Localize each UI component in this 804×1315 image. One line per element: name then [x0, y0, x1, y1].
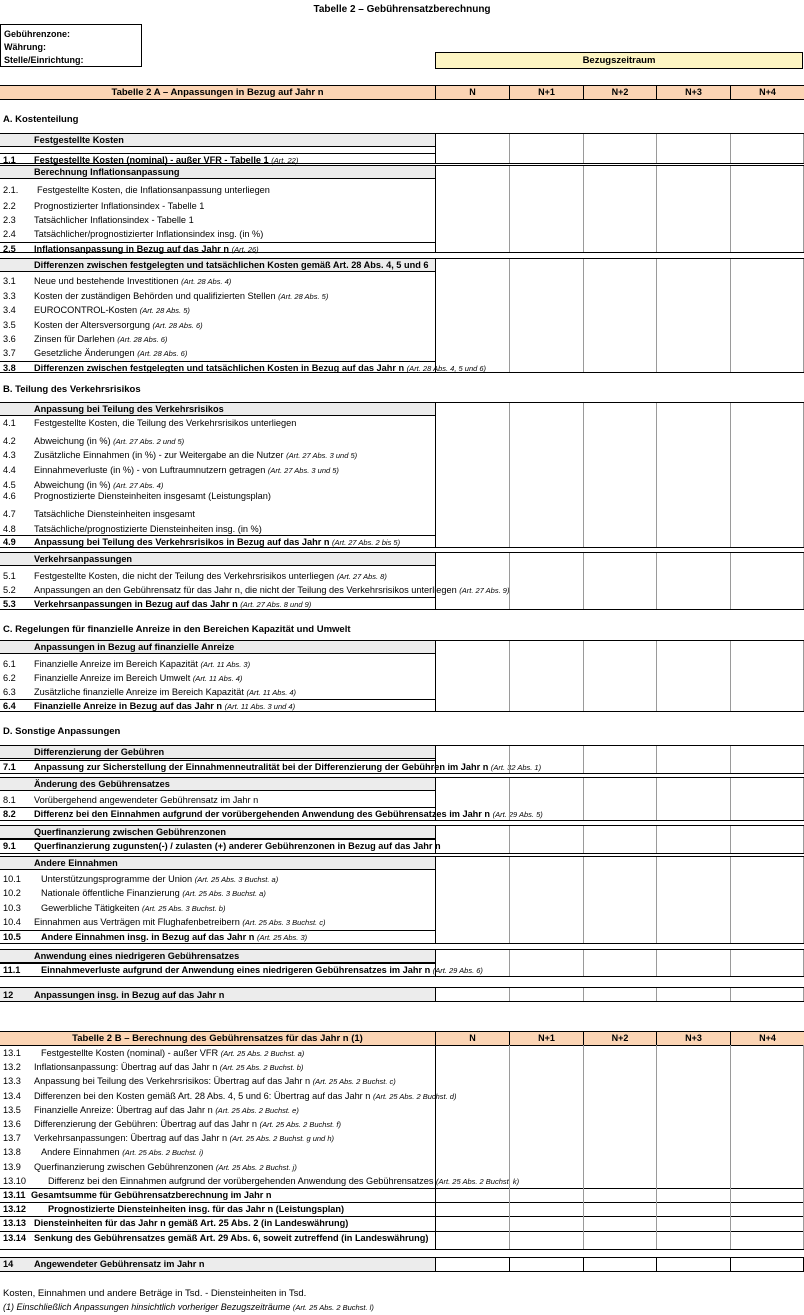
- row-label: Prognostizierte Diensteinheiten insgesamt (Leistungsplan): [34, 491, 271, 501]
- row-legal-reference: (Art. 25 Abs. 3 Buchst. a): [182, 889, 266, 898]
- row-number: 13.3: [3, 1076, 21, 1086]
- table-block: Andere Einnahmen 10.1 Unterstützungsprogramme der Union (Art. 25 Abs. 3 Buchst. a) 10.2 Nationale öffentliche Finanzierung (Art. 25 Abs. 3 Buchst. a) 10.3 Gewerbliche Tätigkeiten (Art. 25 Abs. 3 Buchst. b) 10.4 Einnahmen aus Verträgen mit Flughafenbetreibern (Art. 25 Abs. 3 Buchst. c) 10.5 Andere Einnahmen insg. in Bezug auf das Jahr n (Art. 25 Abs. 3): [0, 856, 804, 944]
- row-label: Anpassung bei Teilung des Verkehrsrisikos in Bezug auf das Jahr n (Art. 27 Abs. 2 bis 5): [34, 537, 401, 547]
- row-number: 7.1: [3, 762, 16, 772]
- row-label: Differenzen zwischen festgelegten und tatsächlichen Kosten in Bezug auf das Jahr n (Art. 28 Abs. 4, 5 und 6): [34, 363, 487, 373]
- row-number: 13.5: [3, 1105, 21, 1115]
- table-2b-title: Tabelle 2 B – Berechnung des Gebührensatzes für das Jahr n (1): [72, 1033, 363, 1044]
- row-number: 4.7: [3, 509, 16, 519]
- row-label: Differenz bei den Einnahmen aufgrund der vorübergehenden Anwendung des Gebührensatzes (Art. 25 Abs. 2 Buchst. k): [48, 1176, 520, 1186]
- row-label: Finanzielle Anreize im Bereich Kapazität (Art. 11 Abs. 3): [34, 659, 251, 669]
- row-legal-reference: (Art. 29 Abs. 5): [492, 810, 543, 819]
- row-legal-reference: (Art. 11 Abs. 3): [200, 660, 251, 669]
- row-number: 11.1: [3, 965, 21, 975]
- row-legal-reference: (Art. 27 Abs. 3 und 5): [286, 451, 358, 460]
- row-number: 5.3: [3, 599, 16, 609]
- table-block: Berechnung Inflationsanpassung 2.1. Festgestellte Kosten, die Inflationsanpassung unterliegen 2.2 Prognostizierter Inflationsindex - Tabelle 1 2.3 Tatsächlicher Inflationsindex - Tabelle 1 2.4 Tatsächlicher/prognostizierter Inflationsindex insg. (in %) 2.5 Inflationsanpassung in Bezug auf das Jahr n (Art. 26): [0, 165, 804, 253]
- row-number: 3.3: [3, 291, 16, 301]
- section-d-title: D. Sonstige Anpassungen: [3, 726, 121, 737]
- row-number: 10.4: [3, 917, 21, 927]
- table-2b-body: [0, 1045, 804, 1250]
- row-number: 6.2: [3, 673, 16, 683]
- row-label: Abweichung (in %) (Art. 27 Abs. 4): [34, 480, 164, 490]
- row-legal-reference: (Art. 27 Abs. 2 und 5): [113, 437, 185, 446]
- row-label: Gesamtsumme für Gebührensatzberechnung im Jahr n: [31, 1190, 272, 1200]
- row-number: 12: [3, 990, 14, 1000]
- row-legal-reference: (Art. 25 Abs. 3 Buchst. b): [141, 904, 226, 913]
- reference-period-header: Bezugszeitraum: [435, 52, 803, 69]
- row-number: 6.3: [3, 687, 16, 697]
- table-2a-year-1: N+1: [509, 86, 583, 99]
- row-label: Zusätzliche finanzielle Anreize im Bereich Kapazität (Art. 11 Abs. 4): [34, 687, 297, 697]
- row-legal-reference: (Art. 27 Abs. 8 und 9): [240, 600, 312, 609]
- table-2a-year-3: N+3: [656, 86, 730, 99]
- table-block: Anpassungen in Bezug auf finanzielle Anreize 6.1 Finanzielle Anreize im Bereich Kapazität (Art. 11 Abs. 3) 6.2 Finanzielle Anreize im Bereich Umwelt (Art. 11 Abs. 4) 6.3 Zusätzliche finanzielle Anreize im Bereich Kapazität (Art. 11 Abs. 4) 6.4 Finanzielle Anreize in Bezug auf das Jahr n (Art. 11 Abs. 3 und 4): [0, 640, 804, 712]
- row-number: 4.6: [3, 491, 16, 501]
- row-label: Festgestellte Kosten (nominal) - außer VFR (Art. 25 Abs. 2 Buchst. a): [41, 1048, 305, 1058]
- row-legal-reference: (Art. 29 Abs. 6): [432, 966, 483, 975]
- row-number: 4.1: [3, 418, 16, 428]
- row-14-block: 14 Angewendeter Gebührensatz im Jahr n: [0, 1257, 804, 1272]
- row-number: 8.2: [3, 809, 16, 819]
- table-block: Querfinanzierung zwischen Gebührenzonen 9.1 Querfinanzierung zugunsten(-) / zulasten (+) anderer Gebührenzonen in Bezug auf das Jahr n: [0, 825, 804, 854]
- entity-label: Stelle/Einrichtung:: [4, 55, 84, 65]
- row-label: Differenzierung der Gebühren: Übertrag auf das Jahr n (Art. 25 Abs. 2 Buchst. f): [34, 1119, 341, 1129]
- row-label: Einnahmen aus Verträgen mit Flughafenbetreibern (Art. 25 Abs. 3 Buchst. c): [34, 917, 326, 927]
- table-2b-year-1: N+1: [509, 1032, 583, 1045]
- row-label: Inflationsanpassung: Übertrag auf das Jahr n (Art. 25 Abs. 2 Buchst. b): [34, 1062, 304, 1072]
- row-legal-reference: (Art. 27 Abs. 4): [113, 481, 164, 490]
- table-block: [0, 987, 804, 1002]
- section-c-title: C. Regelungen für finanzielle Anreize in den Bereichen Kapazität und Umwelt: [3, 624, 351, 635]
- row-number: 4.4: [3, 465, 16, 475]
- row-legal-reference: (Art. 22): [271, 156, 299, 165]
- row-number: 13.1: [3, 1048, 21, 1058]
- table-2b-year-2: N+2: [583, 1032, 656, 1045]
- row-label: Finanzielle Anreize im Bereich Umwelt (Art. 11 Abs. 4): [34, 673, 243, 683]
- page-title: Tabelle 2 – Gebührensatzberechnung: [313, 4, 491, 15]
- row-label: Anpassungen an den Gebührensatz für das Jahr n, die nicht der Teilung des Verkehrsrisikos unterliegen (Art. 27 Abs. 9): [34, 585, 510, 595]
- row-number: 9.1: [3, 841, 16, 851]
- row-legal-reference: (Art. 28 Abs. 4): [181, 277, 232, 286]
- row-label: Differenz bei den Einnahmen aufgrund der vorübergehenden Anwendung des Gebührensatzes im Jahr n (Art. 29 Abs. 5): [34, 809, 543, 819]
- row-label: Finanzielle Anreize: Übertrag auf das Jahr n (Art. 25 Abs. 2 Buchst. e): [34, 1105, 299, 1115]
- table-block: Anpassung bei Teilung des Verkehrsrisikos 4.1 Festgestellte Kosten, die Teilung des Verkehrsrisikos unterliegen 4.2 Abweichung (in %) (Art. 27 Abs. 2 und 5) 4.3 Zusätzliche Einnahmen (in %) - zur Weitergabe an die Nutzer (Art. 27 Abs. 3 und 5) 4.4 Einnahmeverluste (in %) - von Luftraumnutzern getragen (Art. 27 Abs. 3 und 5) 4.5 Abweichung (in %) (Art. 27 Abs. 4) 4.6 Prognostizierte Diensteinheiten insgesamt (Leistungsplan) 4.7 Tatsächliche Diensteinheiten insgesamt 4.8 Tatsächliche/prognostizierte Diensteinheiten insg. (in %) 4.9 Anpassung bei Teilung des Verkehrsrisikos in Bezug auf das Jahr n (Art. 27 Abs. 2 bis 5): [0, 402, 804, 548]
- row-label: Gewerbliche Tätigkeiten (Art. 25 Abs. 3 Buchst. b): [41, 903, 226, 913]
- table-2a-year-4: N+4: [730, 86, 804, 99]
- table-block: Änderung des Gebührensatzes 8.1 Vorübergehend angewendeter Gebührensatz im Jahr n 8.2 Differenz bei den Einnahmen aufgrund der vorübergehenden Anwendung des Gebührensatzes im Jahr n (Art. 29 Abs. 5): [0, 777, 804, 821]
- row-label: Anpassungen insg. in Bezug auf das Jahr n: [34, 990, 225, 1000]
- row-number: 13.12: [3, 1204, 26, 1214]
- row-number: 5.2: [3, 585, 16, 595]
- table-2a-title: Tabelle 2 A – Anpassungen in Bezug auf Jahr n: [111, 87, 324, 98]
- row-legal-reference: (Art. 25 Abs. 2 Buchst. d): [372, 1092, 457, 1101]
- row-legal-reference: (Art. 25 Abs. 3): [256, 933, 308, 942]
- row-number: 4.2: [3, 436, 16, 446]
- row-number: 3.8: [3, 363, 16, 373]
- row-legal-reference: (Art. 25 Abs. 2 Buchst. g und h): [229, 1134, 334, 1143]
- row-legal-reference: (Art. 25 Abs. 2 Buchst. e): [215, 1106, 299, 1115]
- row-legal-reference: (Art. 25 Abs. 2 Buchst. c): [312, 1077, 396, 1086]
- table-block: Festgestellte Kosten 1.1 Festgestellte Kosten (nominal) - außer VFR - Tabelle 1 (Art. 22): [0, 133, 804, 164]
- row-number: 6.4: [3, 701, 16, 711]
- row-number: 13.2: [3, 1062, 21, 1072]
- row-legal-reference: (Art. 27 Abs. 2 bis 5): [332, 538, 401, 547]
- table-2b-header: [0, 1031, 804, 1046]
- row-legal-reference: (Art. 25 Abs. 2 Buchst. f): [259, 1120, 341, 1129]
- row-label: Anpassung bei Teilung des Verkehrsrisikos: Übertrag auf das Jahr n (Art. 25 Abs. 2 Buchst. c): [34, 1076, 396, 1086]
- row-label: Einnahmeverluste (in %) - von Luftraumnutzern getragen (Art. 27 Abs. 3 und 5): [34, 465, 339, 475]
- row-label: Andere Einnahmen (Art. 25 Abs. 2 Buchst. i): [41, 1147, 204, 1157]
- row-label: Anpassung zur Sicherstellung der Einnahmenneutralität bei der Differenzierung der Gebühren im Jahr n (Art. 32 Abs. 1): [34, 762, 542, 772]
- row-number: 1.1: [3, 155, 16, 165]
- row-label: Unterstützungsprogramme der Union (Art. 25 Abs. 3 Buchst. a): [41, 874, 279, 884]
- row-number: 3.6: [3, 334, 16, 344]
- table-block: Verkehrsanpassungen 5.1 Festgestellte Kosten, die nicht der Teilung des Verkehrsrisikos unterliegen (Art. 27 Abs. 8) 5.2 Anpassungen an den Gebührensatz für das Jahr n, die nicht der Teilung des Verkehrsrisikos unterliegen (Art. 27 Abs. 9) 5.3 Verkehrsanpassungen in Bezug auf das Jahr n (Art. 27 Abs. 8 und 9): [0, 552, 804, 610]
- row-label: Festgestellte Kosten, die Teilung des Verkehrsrisikos unterliegen: [34, 418, 297, 428]
- row-number: 13.9: [3, 1162, 21, 1172]
- row-number: 13.14: [3, 1233, 26, 1243]
- row-number: 13.6: [3, 1119, 21, 1129]
- table-2a-year-0: N: [435, 86, 509, 99]
- row-number: 13.10: [3, 1176, 26, 1186]
- row-number: 3.7: [3, 348, 16, 358]
- row-label: Inflationsanpassung in Bezug auf das Jahr n (Art. 26): [34, 244, 259, 254]
- charge-zone-label: Gebührenzone:: [4, 29, 71, 39]
- row-label: Nationale öffentliche Finanzierung (Art. 25 Abs. 3 Buchst. a): [41, 888, 266, 898]
- table-2b-year-3: N+3: [656, 1032, 730, 1045]
- row-legal-reference: (Art. 25 Abs. 2 Buchst. a): [220, 1049, 305, 1058]
- row-number: 3.1: [3, 276, 16, 286]
- row-label: Andere Einnahmen insg. in Bezug auf das Jahr n (Art. 25 Abs. 3): [41, 932, 308, 942]
- table-block: Differenzen zwischen festgelegten und tatsächlichen Kosten gemäß Art. 28 Abs. 4, 5 und 6 3.1 Neue und bestehende Investitionen (Art. 28 Abs. 4) 3.3 Kosten der zuständigen Behörden und qualifizierten Stellen (Art. 28 Abs. 5) 3.4 EUROCONTROL-Kosten (Art. 28 Abs. 5) 3.5 Kosten der Altersversorgung (Art. 28 Abs. 6) 3.6 Zinsen für Darlehen (Art. 28 Abs. 6) 3.7 Gesetzliche Änderungen (Art. 28 Abs. 6) 3.8 Differenzen zwischen festgelegten und tatsächlichen Kosten in Bezug auf das Jahr n (Art. 28 Abs. 4, 5 und 6): [0, 258, 804, 373]
- row-legal-reference: (Art. 28 Abs. 6): [117, 335, 168, 344]
- row-legal-reference: (Art. 25 Abs. 3 Buchst. a): [194, 875, 279, 884]
- row-number: 10.1: [3, 874, 21, 884]
- row-number: 10.5: [3, 932, 21, 942]
- row-label: Gesetzliche Änderungen (Art. 28 Abs. 6): [34, 348, 188, 358]
- row-label: Differenzen bei den Kosten gemäß Art. 28 Abs. 4, 5 und 6: Übertrag auf das Jahr n (Art. 25 Abs. 2 Buchst. d): [34, 1091, 457, 1101]
- row-label: Finanzielle Anreize in Bezug auf das Jahr n (Art. 11 Abs. 3 und 4): [34, 701, 296, 711]
- row-legal-reference: (Art. 32 Abs. 1): [490, 763, 542, 772]
- row-legal-reference: (Art. 25 Abs. 2 Buchst. b): [219, 1063, 304, 1072]
- row-number: 4.3: [3, 450, 16, 460]
- row-label: Kosten der Altersversorgung (Art. 28 Abs. 6): [34, 320, 203, 330]
- row-label: Festgestellte Kosten, die Inflationsanpassung unterliegen: [37, 185, 270, 195]
- row-number: 3.5: [3, 320, 16, 330]
- row-legal-reference: (Art. 25 Abs. 2 Buchst. k): [436, 1177, 520, 1186]
- row-label: Diensteinheiten für das Jahr n gemäß Art. 25 Abs. 2 (in Landeswährung): [34, 1218, 349, 1228]
- section-a-title: A. Kostenteilung: [3, 114, 79, 125]
- table-2a-year-2: N+2: [583, 86, 656, 99]
- footnote-units: Kosten, Einnahmen und andere Beträge in Tsd. - Diensteinheiten in Tsd.: [3, 1288, 307, 1299]
- row-number: 2.1.: [3, 185, 19, 195]
- row-label: Tatsächlicher/prognostizierter Inflationsindex insg. (in %): [34, 229, 264, 239]
- table-2b-year-0: N: [435, 1032, 509, 1045]
- row-number: 13.13: [3, 1218, 26, 1228]
- row-number: 13.4: [3, 1091, 21, 1101]
- row-number: 3.4: [3, 305, 16, 315]
- row-label: Festgestellte Kosten (nominal) - außer VFR - Tabelle 1 (Art. 22): [34, 155, 299, 165]
- row-legal-reference: (Art. 25 Abs. 2 Buchst. j): [215, 1163, 297, 1172]
- row-legal-reference: (Art. 28 Abs. 5): [139, 306, 190, 315]
- row-label: Querfinanzierung zwischen Gebührenzonen (Art. 25 Abs. 2 Buchst. j): [34, 1162, 297, 1172]
- row-legal-reference: (Art. 11 Abs. 4): [192, 674, 243, 683]
- row-number: 10.3: [3, 903, 21, 913]
- row-label: Einnahmeverluste aufgrund der Anwendung eines niedrigeren Gebührensatzes im Jahr n (Art. 29 Abs. 6): [41, 965, 483, 975]
- row-legal-reference: (Art. 28 Abs. 6): [137, 349, 188, 358]
- row-number: 4.8: [3, 524, 16, 534]
- row-label: Senkung des Gebührensatzes gemäß Art. 29 Abs. 6, soweit zutreffend (in Landeswährung): [34, 1233, 429, 1243]
- info-box: [0, 24, 142, 67]
- row-label: Prognostizierte Diensteinheiten insg. für das Jahr n (Leistungsplan): [48, 1204, 345, 1214]
- row-number: 6.1: [3, 659, 16, 669]
- row-legal-reference: (Art. 27 Abs. 9): [459, 586, 510, 595]
- row-label: Prognostizierter Inflationsindex - Tabelle 1: [34, 201, 205, 211]
- table-2a-header: [0, 85, 804, 100]
- row-label: Tatsächlicher Inflationsindex - Tabelle 1: [34, 215, 194, 225]
- row-label: Festgestellte Kosten, die nicht der Teilung des Verkehrsrisikos unterliegen (Art. 27 Abs. 8): [34, 571, 387, 581]
- row-number: 13.7: [3, 1133, 21, 1143]
- row-label: Zusätzliche Einnahmen (in %) - zur Weitergabe an die Nutzer (Art. 27 Abs. 3 und 5): [34, 450, 358, 460]
- row-number: 2.4: [3, 229, 16, 239]
- row-legal-reference: (Art. 28 Abs. 5): [278, 292, 329, 301]
- row-label: Verkehrsanpassungen in Bezug auf das Jahr n (Art. 27 Abs. 8 und 9): [34, 599, 312, 609]
- row-legal-reference: (Art. 27 Abs. 3 und 5): [267, 466, 339, 475]
- row-label: Tatsächliche Diensteinheiten insgesamt: [34, 509, 195, 519]
- row-legal-reference: (Art. 27 Abs. 8): [336, 572, 387, 581]
- row-legal-reference: (Art. 28 Abs. 6): [152, 321, 203, 330]
- row-number: 13.11: [3, 1190, 26, 1200]
- row-number: 4.9: [3, 537, 16, 547]
- row-legal-reference: (Art. 26): [231, 245, 259, 254]
- row-label: EUROCONTROL-Kosten (Art. 28 Abs. 5): [34, 305, 190, 315]
- table-block: Differenzierung der Gebühren 7.1 Anpassung zur Sicherstellung der Einnahmenneutralität bei der Differenzierung der Gebühren im Jahr n (Art. 32 Abs. 1): [0, 745, 804, 774]
- table-2b-year-4: N+4: [730, 1032, 804, 1045]
- row-label: Neue und bestehende Investitionen (Art. 28 Abs. 4): [34, 276, 232, 286]
- row-legal-reference: (Art. 11 Abs. 3 und 4): [224, 702, 296, 711]
- row-label: Verkehrsanpassungen: Übertrag auf das Jahr n (Art. 25 Abs. 2 Buchst. g und h): [34, 1133, 334, 1143]
- footnote-1: (1) Einschließlich Anpassungen hinsichtlich vorheriger Bezugszeiträume (Art. 25 Abs. 2 Buchst. l): [3, 1302, 374, 1312]
- row-label: Vorübergehend angewendeter Gebührensatz im Jahr n: [34, 795, 259, 805]
- row-number: 10.2: [3, 888, 21, 898]
- row-label: Abweichung (in %) (Art. 27 Abs. 2 und 5): [34, 436, 185, 446]
- row-number: 8.1: [3, 795, 16, 805]
- row-number: 13.8: [3, 1147, 21, 1157]
- row-number: 5.1: [3, 571, 16, 581]
- row-legal-reference: (Art. 25 Abs. 3 Buchst. c): [242, 918, 326, 927]
- row-label: Tatsächliche/prognostizierte Diensteinheiten insg. (in %): [34, 524, 262, 534]
- row-legal-reference: (Art. 28 Abs. 4, 5 und 6): [406, 364, 487, 373]
- row-number: 2.3: [3, 215, 16, 225]
- row-legal-reference: (Art. 11 Abs. 4): [246, 688, 297, 697]
- row-label: Zinsen für Darlehen (Art. 28 Abs. 6): [34, 334, 168, 344]
- table-block: Anwendung eines niedrigeren Gebührensatzes 11.1 Einnahmeverluste aufgrund der Anwendung eines niedrigeren Gebührensatzes im Jahr n (Art. 29 Abs. 6): [0, 949, 804, 977]
- row-number: 2.2: [3, 201, 16, 211]
- currency-label: Währung:: [4, 42, 46, 52]
- section-b-title: B. Teilung des Verkehrsrisikos: [3, 384, 141, 395]
- row-label: Kosten der zuständigen Behörden und qualifizierten Stellen (Art. 28 Abs. 5): [34, 291, 329, 301]
- row-number: 2.5: [3, 244, 16, 254]
- row-label: Querfinanzierung zugunsten(-) / zulasten (+) anderer Gebührenzonen in Bezug auf das Jahr n: [34, 841, 441, 851]
- row-legal-reference: (Art. 25 Abs. 2 Buchst. i): [122, 1148, 204, 1157]
- row-number: 4.5: [3, 480, 16, 490]
